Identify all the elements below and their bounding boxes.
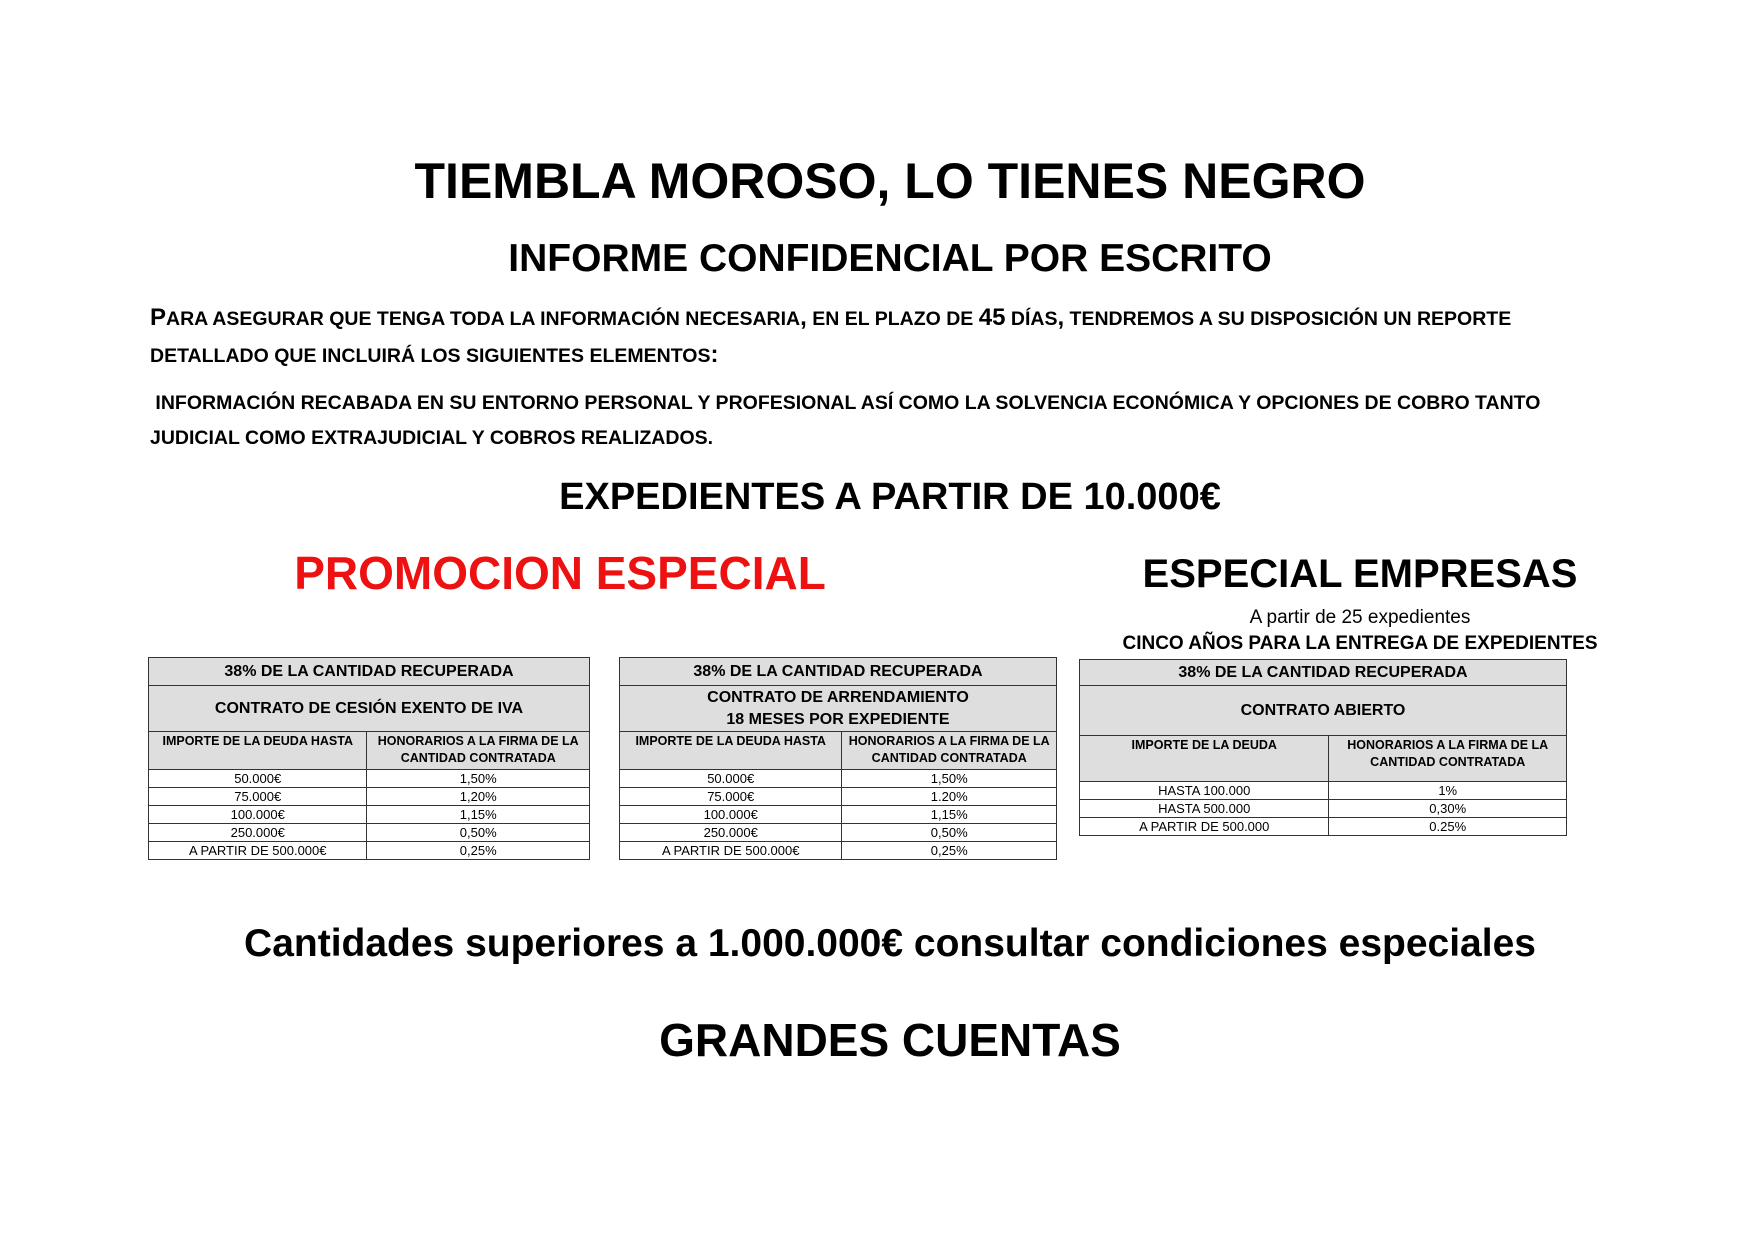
cell-honorarios: 1,50% [367,770,590,788]
empresas-subtitle: A partir de 25 expedientes [1249,607,1471,628]
table-row [149,842,590,860]
column-header-importe: IMPORTE DE LA DEUDA HASTA [149,732,367,770]
cell-honorarios: 1,50% [842,770,1057,788]
promo-heading: PROMOCION ESPECIAL [294,547,826,599]
table-row [1080,818,1567,836]
table-header: 38% DE LA CANTIDAD RECUPERADA [620,658,1057,686]
table-row [149,770,590,788]
intro-text-a: ARA ASEGURAR QUE TENGA TODA LA INFORMACIÓN NECESARIA [166,308,801,330]
cell-importe: 50.000€ [620,770,842,788]
grandes-cuentas-heading: GRANDES CUENTAS [659,1014,1121,1066]
column-header-honorarios: HONORARIOS A LA FIRMA DE LA CANTIDAD CONTRATADA [367,732,590,770]
cell-importe: 100.000€ [620,806,842,824]
table-header: 38% DE LA CANTIDAD RECUPERADA [149,658,590,686]
cell-honorarios: 0,50% [367,824,590,842]
cell-honorarios: 0.25% [1329,818,1567,836]
cell-importe: 75.000€ [149,788,367,806]
cell-importe: 50.000€ [149,770,367,788]
table-cesion [148,657,590,860]
cell-importe: 250.000€ [620,824,842,842]
table-row [149,788,590,806]
contract-type-line-1: CONTRATO DE ARRENDAMIENTO [707,688,969,706]
contract-type: CONTRATO ABIERTO [1080,686,1567,736]
table-row [620,842,1057,860]
intro-comma-2: , [1057,304,1065,331]
column-header-honorarios: HONORARIOS A LA FIRMA DE LA CANTIDAD CONTRATADA [842,732,1057,770]
column-header-importe: IMPORTE DE LA DEUDA [1080,736,1329,782]
contract-type: CONTRATO DE CESIÓN EXENTO DE IVA [149,686,590,732]
table-row [620,788,1057,806]
table-row [620,806,1057,824]
cell-honorarios: 1.20% [842,788,1057,806]
table-row [620,770,1057,788]
table-header: 38% DE LA CANTIDAD RECUPERADA [1080,660,1567,686]
table-row [149,824,590,842]
table-row [1080,782,1567,800]
cell-importe: HASTA 100.000 [1080,782,1329,800]
intro-days-number: 45 [978,304,1006,331]
table-arrendamiento [619,657,1057,860]
contract-type [620,686,1057,732]
empresas-deadline-note: CINCO AÑOS PARA LA ENTREGA DE EXPEDIENTES [1122,633,1598,654]
contract-type-line-2: 18 MESES POR EXPEDIENTE [726,710,950,728]
cell-honorarios: 0,25% [367,842,590,860]
intro-paragraph-2 [150,386,1630,456]
intro-text-c: DÍAS [1005,308,1058,330]
conditions-note: Cantidades superiores a 1.000.000€ consultar condiciones especiales [244,922,1536,965]
cell-importe: A PARTIR DE 500.000€ [620,842,842,860]
column-header-honorarios: HONORARIOS A LA FIRMA DE LA CANTIDAD CONTRATADA [1329,736,1567,782]
cell-honorarios: 0,25% [842,842,1057,860]
cell-honorarios: 1,20% [367,788,590,806]
page-title: TIEMBLA MOROSO, LO TIENES NEGRO [414,153,1366,209]
cell-importe: A PARTIR DE 500.000 [1080,818,1329,836]
empresas-heading: ESPECIAL EMPRESAS [1142,552,1578,596]
column-header-importe: IMPORTE DE LA DEUDA HASTA [620,732,842,770]
intro-colon: : [710,341,719,368]
cell-honorarios: 0,50% [842,824,1057,842]
cell-importe: A PARTIR DE 500.000€ [149,842,367,860]
intro-comma-1: , [800,304,807,331]
intro-text-b: EN EL PLAZO DE [806,308,979,330]
expedientes-heading: EXPEDIENTES A PARTIR DE 10.000€ [559,476,1221,518]
page-subtitle: INFORME CONFIDENCIAL POR ESCRITO [508,237,1272,280]
cell-honorarios: 1% [1329,782,1567,800]
cell-importe: 250.000€ [149,824,367,842]
table-row [1080,800,1567,818]
cell-importe: 75.000€ [620,788,842,806]
intro-text-d: TENDREMOS A SU DISPOSICIÓN UN REPORTE DETALLADO QUE INCLUIRÁ LOS SIGUIENTES ELEMENTOS [150,308,1512,367]
cell-importe: 100.000€ [149,806,367,824]
table-abierto [1079,659,1567,836]
cell-honorarios: 0,30% [1329,800,1567,818]
cell-honorarios: 1,15% [842,806,1057,824]
cell-importe: HASTA 500.000 [1080,800,1329,818]
intro-drop-cap: P [150,304,167,331]
intro-paragraph-1 [150,300,1630,374]
cell-honorarios: 1,15% [367,806,590,824]
intro-paragraph-2-text: INFORMACIÓN RECABADA EN SU ENTORNO PERSONAL Y PROFESIONAL ASÍ COMO LA SOLVENCIA ECONÓMICA Y OPCIONES DE COBRO TANTO JUDICIAL COMO EXTRAJUDICIAL Y COBROS REALIZADOS. [150,392,1541,449]
table-row [149,806,590,824]
table-row [620,824,1057,842]
